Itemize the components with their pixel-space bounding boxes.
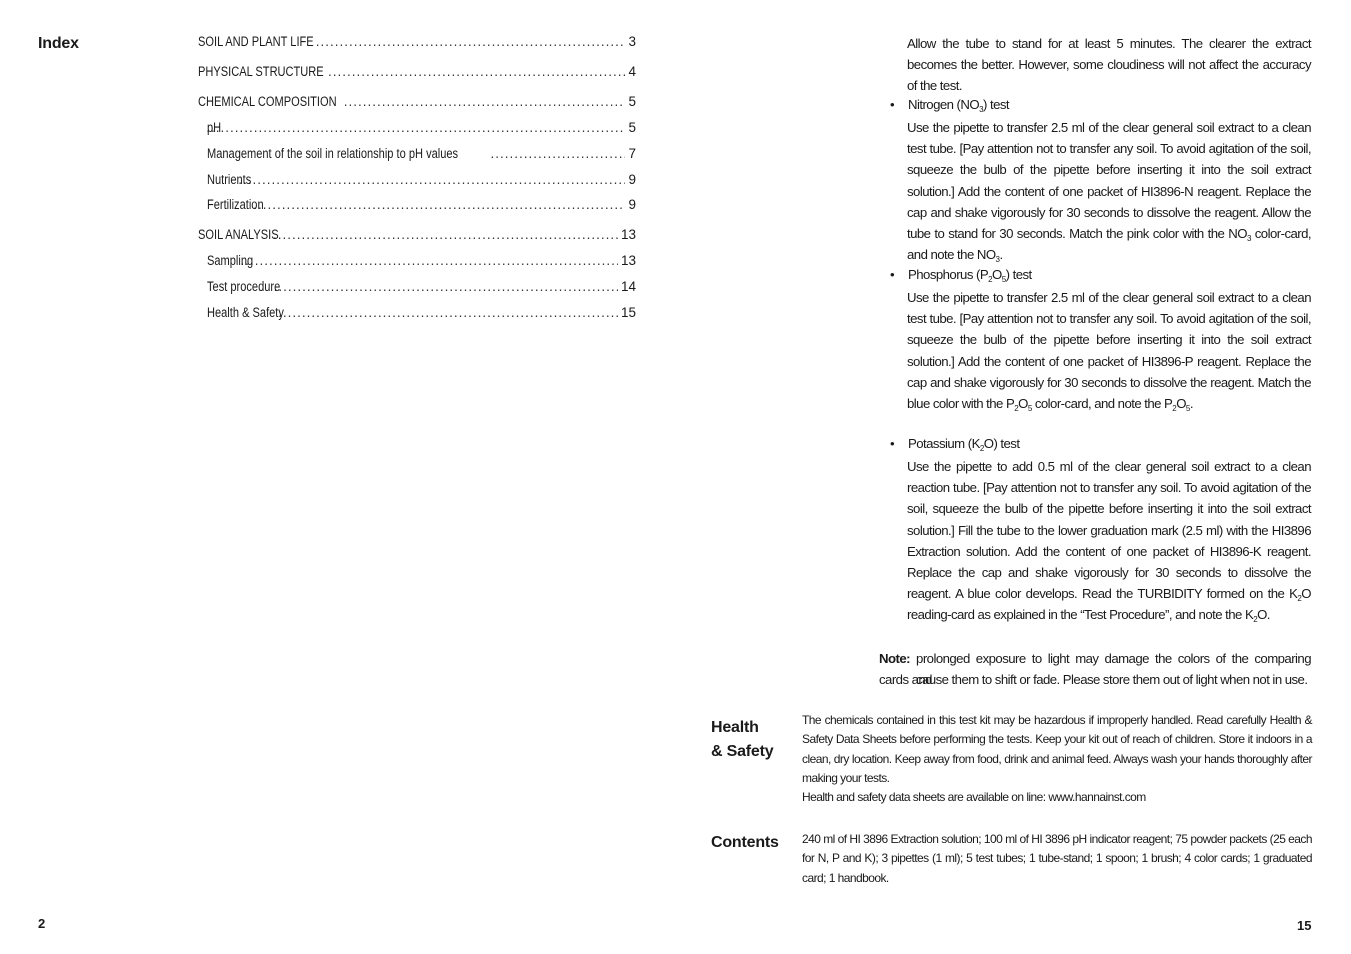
- toc-leader: [207, 120, 625, 135]
- nitrogen-test-title: • Nitrogen $(NO_3)$ test: [890, 97, 1010, 114]
- toc-entry-physical-structure[interactable]: [198, 64, 636, 84]
- toc-page: 14: [620, 279, 636, 294]
- toc-entry-nutrients[interactable]: [207, 172, 636, 192]
- intro-paragraph: Allow the tube to stand for at least 5 minutes. The clearer the extract becomes the better. However, some cloudiness will not affect the accuracy of the test.: [907, 36, 1311, 94]
- toc-leader: [273, 227, 618, 242]
- phosphorus-test-body: Use the pipette to transfer 2.5 ml of the clear general soil extract to a clean test tube. [Pay attention not to transfer any soil. To avoid agitation of the soil, squeeze the bulb of the pipette before inserting it into the soil extract solution.] Add the content of one packet of HI3896-P reagent. Replace the cap and shake vigorously for 30 seconds to dissolve the reagent. Match the blue color with the $P_2O_5$ color-card, and note the $P_2O_5$.: [907, 290, 1311, 414]
- toc-label: Fertilization: [207, 197, 264, 212]
- toc-label: Health & Safety: [207, 305, 284, 320]
- toc-leader: [253, 197, 625, 212]
- toc-page: 9: [628, 197, 636, 212]
- page-number-right: 15: [1297, 918, 1312, 933]
- toc-label: SOIL AND PLANT LIFE: [198, 34, 314, 49]
- toc-label: PHYSICAL STRUCTURE: [198, 64, 324, 79]
- toc-label: pH: [207, 120, 222, 135]
- toc-entry-chemical-composition[interactable]: [198, 94, 636, 114]
- toc-leader: [238, 172, 625, 187]
- note-label: Note:: [879, 651, 910, 666]
- toc-label: Test procedure: [207, 279, 281, 294]
- toc-label: Management of the soil in relationship to pH values: [207, 146, 459, 161]
- page-number-left: 2: [38, 916, 46, 931]
- toc-entry-test-procedure[interactable]: [207, 279, 636, 299]
- toc-entry-soil-analysis[interactable]: [198, 227, 636, 247]
- toc-page: 3: [628, 34, 636, 49]
- toc-leader: [274, 279, 618, 294]
- toc-label: SOIL ANALYSIS: [198, 227, 279, 242]
- toc-leader: [241, 253, 618, 268]
- toc-page: 4: [628, 64, 636, 79]
- bullet-icon: •: [890, 436, 895, 451]
- toc-page: 5: [628, 120, 636, 135]
- toc-page: 13: [620, 253, 636, 268]
- bullet-icon: •: [890, 267, 895, 282]
- potassium-test-body: Use the pipette to add 0.5 ml of the clear general soil extract to a clean reaction tube. [Pay attention not to transfer any soil. To avoid agitation of the soil, squeeze the bulb of the pipette before inserting it into the soil extract solution.] Fill the tube to the lower graduation mark (2.5 ml) with the HI3896 Extraction solution. Add the content of one packet of HI3896-K reagent. Replace the cap and shake vigorously for 30 seconds to dissolve the reagent. A blue color develops. Read the TURBIDITY formed on the $K_2O$ reading-card as explained in the “Test Procedure”, and note the $K_2O$.: [907, 459, 1311, 625]
- bullet-icon: •: [890, 97, 895, 112]
- nitrogen-test-body: Use the pipette to transfer 2.5 ml of the clear general soil extract to a clean test tube. [Pay attention not to transfer any soil. To avoid agitation of the soil, squeeze the bulb of the pipette before inserting it into the soil extract solution.] Add the content of one packet of HI3896-N reagent. Replace the cap and shake vigorously for 30 seconds to dissolve the reagent. Allow the tube to stand for 30 seconds. Match the pink color with the $NO_3$ color-card, and note the $NO_3$.: [907, 120, 1312, 265]
- toc-page: 9: [628, 172, 636, 187]
- toc-page: 5: [628, 94, 636, 109]
- toc-entry-soil-and-plant-life[interactable]: [198, 34, 636, 54]
- toc-leader: [490, 146, 625, 161]
- toc-page: 13: [620, 227, 636, 242]
- toc-entry-management-ph[interactable]: [207, 146, 636, 166]
- toc-label: Nutrients: [207, 172, 252, 187]
- toc-entry-sampling[interactable]: [207, 253, 636, 273]
- toc-page: 7: [628, 146, 636, 161]
- health-safety-heading: Health & Safety: [711, 719, 774, 760]
- toc-entry-fertilization[interactable]: [207, 197, 636, 217]
- toc-entry-health-safety[interactable]: [207, 305, 636, 325]
- potassium-test-title: • Potassium $(K_2O)$ test: [890, 436, 1020, 453]
- toc-entry-ph[interactable]: [207, 120, 636, 140]
- phosphorus-test-title: • Phosphorus $(P_2O_5)$ test: [890, 267, 1032, 284]
- index-heading: Index: [38, 35, 79, 52]
- toc-leader: [278, 305, 618, 320]
- health-safety-text: The chemicals contained in this test kit may be hazardous if improperly handled. Read carefully Health & Safety Data Sheets before performing the tests. Keep your kit out of reach of children. Store it indoors in a clean, dry location. Keep away from food, drink and animal feed. Always wash your hands thoroughly after making your tests. Health and safety data sheets are available on line: www.hannainst.com: [802, 713, 1312, 805]
- note-line-1: prolonged exposure to light may damage the colors of the comparing cards and: [879, 651, 1311, 688]
- contents-heading: Contents: [711, 834, 779, 851]
- toc-page: 15: [620, 305, 636, 320]
- toc-leader: [316, 34, 626, 49]
- contents-text: 240 ml of HI 3896 Extraction solution; 100 ml of HI 3896 pH indicator reagent; 75 powder packets (25 each for N, P and K); 3 pipettes (1 ml); 5 test tubes; 1 tube-stand; 1 spoon; 1 brush; 4 color cards; 1 graduated card; 1 handbook.: [802, 832, 1312, 885]
- toc-label: CHEMICAL COMPOSITION: [198, 94, 337, 109]
- toc-label: Sampling: [207, 253, 254, 268]
- toc-leader: [328, 64, 625, 79]
- note-line-2: cause them to shift or fade. Please store them out of light when not in use.: [916, 672, 1308, 687]
- toc-leader: [344, 94, 626, 109]
